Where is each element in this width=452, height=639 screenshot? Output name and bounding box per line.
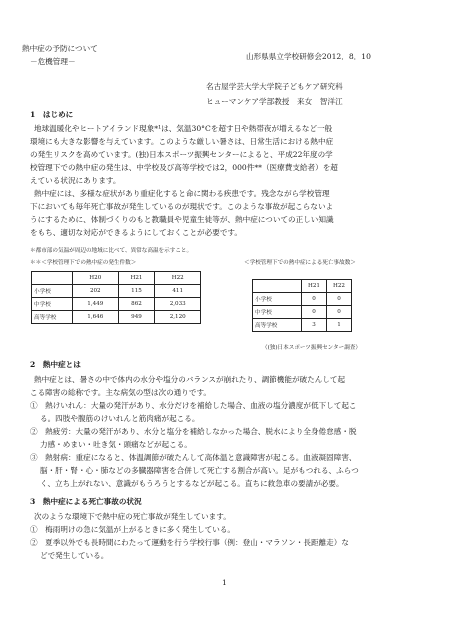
section2-line: 熱中症とは、暑さの中で体内の水分や塩分のバランスが崩れたり、調節機能が破たんして起: [34, 375, 346, 384]
section1-line: の発生リスクを高めています。(独)日本スポーツ振興センターによると、平成22年度の学: [30, 150, 333, 159]
table-row: [32, 311, 201, 324]
table-cell: 115: [118, 285, 155, 298]
table-header-cell: H21: [118, 272, 155, 285]
table-source: （(独)日本スポーツ振興センター調査）: [262, 345, 362, 351]
table-row: [32, 298, 201, 311]
section1-heading: 1 はじめに: [30, 110, 74, 119]
doc-subtitle: －危機管理－: [30, 57, 76, 66]
table-cell: 0: [327, 293, 352, 306]
section1-line: 熱中症には、多様な症状があり重症化すると命に関わる疾患です。残念ながら学校管理: [34, 189, 330, 198]
table-cell: 411: [155, 285, 201, 298]
table-row: [253, 293, 352, 306]
table-cell: 3: [302, 319, 327, 332]
section3-line: 次のような環境下で熱中症の死亡事故が発生しています。: [34, 512, 231, 521]
section1-line: 校管理下での熱中症の発生は、中学校及び高等学校では2，000件**（医療費支給者）を超: [30, 163, 338, 172]
table-cell: 202: [73, 285, 119, 298]
section3-heading: 3 熱中症による死亡事故の状況: [30, 497, 142, 506]
table-row: [32, 285, 201, 298]
table-cell: 2,033: [155, 298, 201, 311]
section2-body: [30, 373, 359, 490]
table-cell: 1: [327, 319, 352, 332]
table-cell: 1,449: [73, 298, 119, 311]
table-cell: 中学校: [32, 298, 73, 311]
section2-line: こる障害の総称です。主な病気の型は次の通りです。: [30, 388, 212, 397]
author-title-name: ヒューマンケア学部教授 来女 智洋江: [206, 97, 343, 106]
section2-line: 力感・めまい・吐き気・頭痛などが起こる。: [40, 440, 192, 449]
table-cell: 949: [118, 311, 155, 324]
table-cell: 小学校: [253, 293, 302, 306]
table-header-row: [253, 280, 352, 293]
table-cases-caption: ＊＊＜学校管理下での熱中症の発生件数＞: [30, 260, 137, 266]
section2-line: ③ 熱射病：重症になると、体温調節が破たんして高体温と意識障害が起こる。血液凝固障害、: [30, 453, 357, 462]
section2-line: 脳・肝・腎・心・肺などの多臓器障害を合併して死亡する割合が高い。足がもつれる、ふらつ: [40, 466, 359, 475]
section1-line: をもち、適切な対応ができるようにしておくことが必要です。: [30, 228, 243, 237]
table-cell: 0: [327, 306, 352, 319]
section1-line: 地球温暖化やヒートアイランド現象*¹は、気温30°Cを超す日や熱帯夜が増えるなど一般: [34, 124, 333, 133]
table-deaths: [252, 279, 352, 332]
section1-line: 環境にも大きな影響を与えています。このような厳しい暑さは、日常生活における熱中症: [30, 137, 334, 146]
table-cases: [31, 271, 201, 324]
section3-line: ① 梅雨明けの急に気温が上がるときに多く発生している。: [30, 525, 236, 534]
table-cell: 中学校: [253, 306, 302, 319]
table-cell: 高等学校: [253, 319, 302, 332]
section2-line: く、立ち上がれない、意識がもうろうとするなどが起こる。直ちに救急車の要請が必要。: [40, 479, 344, 488]
footnote-heat-island: ＊都市部の気温が周辺の地域に比べて、異常な高温を示すこと。: [30, 248, 193, 254]
section1-body: [30, 122, 338, 239]
table-header-cell: [253, 280, 302, 293]
table-cell: 高等学校: [32, 311, 73, 324]
table-cell: 1,646: [73, 311, 119, 324]
table-header-cell: H22: [155, 272, 201, 285]
table-cell: 0: [302, 306, 327, 319]
section3-line: ② 夏季以外でも長時間にわたって運動を行う学校行事（例：登山・マラソン・長距離走）な: [30, 538, 349, 547]
section2-line: ② 熱疲労：大量の発汗があり、水分と塩分を補給しなかった場合、脱水により全身倦怠感・脱: [30, 427, 357, 436]
table-header-cell: H22: [327, 280, 352, 293]
section1-line: うにするために、体制づくりのもと教職員や児童生徒等が、熱中症についての正しい知識: [30, 215, 334, 224]
doc-title: 熱中症の予防について: [22, 44, 98, 53]
table-deaths-caption: ＜学校管理下での熱中症による死亡事故数＞: [244, 260, 356, 266]
table-cell: 2,120: [155, 311, 201, 324]
table-header-cell: [32, 272, 73, 285]
section2-line: ① 熱けいれん：大量の発汗があり、水分だけを補給した場合、血液の塩分濃度が低下して起こ: [30, 401, 357, 410]
table-header-row: [32, 272, 201, 285]
section1-line: 下においても毎年死亡事故が発生しているのが現状です。このような事故が起こらないよ: [30, 202, 334, 211]
table-cell: 0: [302, 293, 327, 306]
table-header-cell: H21: [302, 280, 327, 293]
section3-body: [30, 510, 349, 562]
table-header-cell: H20: [73, 272, 119, 285]
event-info: 山形県県立学校研修会2012．8．10: [246, 52, 371, 61]
table-row: [253, 319, 352, 332]
section1-line: えている状況にあります。: [30, 176, 121, 185]
page-number: 1: [222, 578, 227, 587]
section2-line: る。四肢や腹筋のけいれんと筋肉痛が起こる。: [40, 414, 200, 423]
table-cell: 862: [118, 298, 155, 311]
section2-heading: 2 熱中症とは: [30, 360, 81, 369]
table-cell: 小学校: [32, 285, 73, 298]
table-row: [253, 306, 352, 319]
section3-line: どで発生している。: [40, 551, 109, 560]
author-affiliation: 名古屋学芸大学大学院子どもケア研究科: [206, 82, 343, 91]
